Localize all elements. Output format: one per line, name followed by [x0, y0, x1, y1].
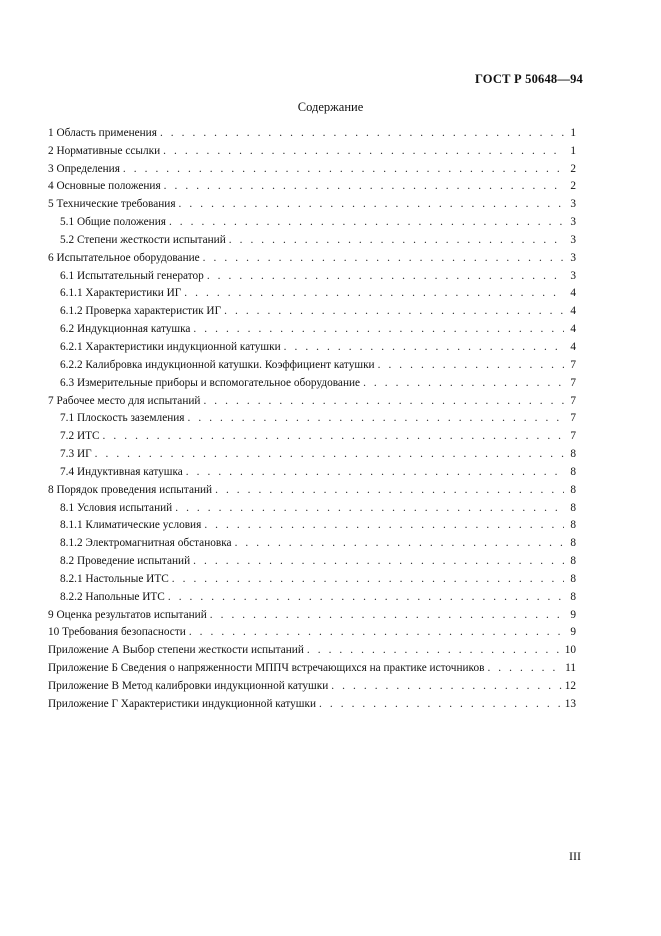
toc-entry[interactable]: [48, 408, 576, 426]
toc-entry-label: 6.1 Испытательный генератор: [60, 269, 204, 282]
toc-entry-page: 11: [565, 662, 576, 675]
toc-entry[interactable]: [48, 193, 576, 211]
toc-entry-label: Приложение В Метод калибровки индукционной катушки: [48, 680, 329, 692]
toc-entry[interactable]: [48, 283, 576, 301]
toc-dot-leader: [169, 215, 564, 229]
toc-entry-page: 4: [570, 287, 576, 300]
toc-entry[interactable]: [48, 211, 576, 229]
toc-dot-leader: [284, 340, 564, 354]
toc-entry-page: 8: [570, 448, 576, 461]
toc-entry[interactable]: [48, 532, 576, 550]
toc-entry-label: 6.2.2 Калибровка индукционной катушки. Коэффициент катушки: [60, 358, 375, 371]
toc-entry-label: 7.4 Индуктивная катушка: [60, 465, 183, 478]
toc-dot-leader: [123, 162, 564, 176]
toc-dot-leader: [186, 465, 564, 479]
toc-entry[interactable]: [48, 675, 576, 693]
toc-dot-leader: [103, 429, 564, 443]
toc-entry[interactable]: [48, 657, 576, 675]
toc-entry[interactable]: [48, 122, 576, 140]
toc-entry[interactable]: [48, 265, 576, 283]
toc-dot-leader: [163, 144, 564, 158]
toc-dot-leader: [188, 411, 565, 425]
toc-title: Содержание: [297, 100, 364, 114]
toc-dot-leader: [164, 179, 564, 193]
toc-entry-page: 8: [570, 501, 576, 514]
toc-entry-page: 7: [570, 412, 576, 425]
table-of-contents: [48, 122, 576, 711]
toc-entry[interactable]: [48, 586, 576, 604]
toc-entry-label: 6.2.1 Характеристики индукционной катушки: [60, 340, 281, 353]
toc-entry[interactable]: [48, 318, 576, 336]
toc-entry-label: 5.1 Общие положения: [60, 216, 166, 229]
toc-entry[interactable]: [48, 461, 576, 479]
toc-entry-label: 6.1.2 Проверка характеристик ИГ: [60, 305, 222, 318]
toc-entry-page: 3: [570, 251, 576, 264]
toc-dot-leader: [207, 269, 564, 283]
toc-entry-page: 8: [570, 555, 576, 568]
toc-entry-page: 4: [570, 323, 576, 336]
toc-entry-label: Приложение Г Характеристики индукционной катушки: [48, 697, 317, 710]
toc-entry-label: 3 Определения: [48, 162, 120, 175]
toc-entry-label: 5.2 Степени жесткости испытаний: [60, 233, 226, 246]
toc-entry-label: 6 Испытательное оборудование: [48, 251, 200, 264]
toc-entry-label: 7.3 ИГ: [60, 448, 92, 461]
toc-dot-leader: [189, 625, 564, 639]
toc-dot-leader: [319, 697, 562, 711]
toc-entry-page: 13: [564, 697, 576, 710]
toc-entry[interactable]: [48, 176, 576, 194]
toc-entry-page: 12: [564, 680, 576, 692]
toc-entry[interactable]: [48, 140, 576, 158]
toc-entry-page: 3: [570, 198, 576, 211]
toc-entry-label: 8 Порядок проведения испытаний: [48, 483, 213, 496]
toc-entry-page: 4: [570, 305, 576, 318]
toc-entry-label: 8.2.2 Напольные ИТС: [60, 590, 165, 603]
toc-entry-page: 7: [570, 376, 576, 389]
toc-dot-leader: [184, 286, 564, 300]
toc-entry[interactable]: [48, 336, 576, 354]
toc-dot-leader: [204, 518, 564, 532]
toc-dot-leader: [168, 590, 564, 604]
toc-entry-label: 7.2 ИТС: [60, 430, 100, 443]
toc-entry[interactable]: [48, 639, 576, 657]
toc-entry-label: 8.1 Условия испытаний: [60, 501, 173, 514]
toc-entry-page: 3: [570, 233, 576, 246]
toc-dot-leader: [331, 679, 561, 693]
toc-dot-leader: [193, 554, 564, 568]
standard-code: ГОСТ Р 50648—94: [474, 72, 583, 86]
toc-entry-label: 6.3 Измерительные приборы и вспомогательное оборудование: [60, 376, 361, 389]
toc-entry-label: Приложение Б Сведения о напряженности МППЧ встречающихся на практике источников: [48, 662, 485, 675]
toc-dot-leader: [172, 572, 564, 586]
toc-entry-label: 1 Область применения: [48, 126, 157, 139]
toc-entry-label: 6.1.1 Характеристики ИГ: [60, 287, 182, 300]
toc-dot-leader: [193, 322, 564, 336]
toc-entry-page: 8: [570, 465, 576, 478]
toc-dot-leader: [215, 483, 564, 497]
toc-dot-leader: [378, 358, 564, 372]
toc-entry-label: 2 Нормативные ссылки: [48, 144, 161, 157]
toc-entry-page: 4: [570, 340, 576, 353]
toc-entry-page: 3: [570, 269, 576, 282]
toc-entry-page: 7: [570, 394, 576, 407]
toc-entry-page: 3: [570, 216, 576, 229]
toc-entry-label: 10 Требования безопасности: [48, 626, 186, 639]
toc-entry[interactable]: [48, 479, 576, 497]
toc-entry[interactable]: [48, 247, 576, 265]
toc-entry-page: 8: [570, 483, 576, 496]
toc-entry-label: 7 Рабочее место для испытаний: [48, 394, 201, 407]
toc-entry[interactable]: [48, 443, 576, 461]
toc-entry-page: 1: [570, 144, 576, 157]
toc-entry[interactable]: [48, 300, 576, 318]
toc-entry[interactable]: [48, 229, 576, 247]
toc-entry[interactable]: [48, 550, 576, 568]
toc-entry-label: 8.1.2 Электромагнитная обстановка: [60, 537, 232, 550]
toc-entry-page: 10: [564, 644, 576, 657]
toc-entry-label: 7.1 Плоскость заземления: [60, 412, 185, 425]
toc-entry-label: Приложение А Выбор степени жесткости испытаний: [48, 644, 304, 657]
toc-entry-page: 8: [570, 590, 576, 603]
toc-dot-leader: [160, 126, 564, 140]
toc-entry[interactable]: [48, 425, 576, 443]
toc-entry-label: 5 Технические требования: [48, 198, 176, 211]
toc-dot-leader: [363, 376, 564, 390]
toc-entry-label: 8.1.1 Климатические условия: [60, 519, 202, 532]
toc-dot-leader: [95, 447, 564, 461]
toc-dot-leader: [229, 233, 564, 247]
toc-dot-leader: [224, 304, 564, 318]
toc-dot-leader: [307, 643, 562, 657]
toc-entry[interactable]: [48, 693, 576, 711]
toc-entry-page: 7: [570, 430, 576, 443]
toc-dot-leader: [175, 501, 564, 515]
toc-entry-label: 8.2 Проведение испытаний: [60, 555, 191, 568]
toc-entry[interactable]: [48, 622, 576, 640]
toc-entry-label: 4 Основные положения: [48, 180, 161, 193]
toc-entry[interactable]: [48, 497, 576, 515]
toc-entry[interactable]: [48, 354, 576, 372]
toc-entry-page: 1: [570, 126, 576, 139]
toc-dot-leader: [179, 197, 564, 211]
page-number: III: [569, 849, 581, 863]
toc-dot-leader: [210, 608, 564, 622]
toc-entry-page: 2: [570, 162, 576, 175]
toc-entry-page: 9: [570, 626, 576, 639]
toc-entry-page: 9: [570, 608, 576, 621]
toc-entry-label: 9 Оценка результатов испытаний: [48, 608, 207, 621]
toc-entry[interactable]: [48, 604, 576, 622]
toc-entry[interactable]: [48, 390, 576, 408]
toc-entry-page: 8: [570, 519, 576, 532]
toc-dot-leader: [203, 394, 564, 408]
toc-entry-label: 8.2.1 Настольные ИТС: [60, 572, 169, 585]
toc-entry[interactable]: [48, 158, 576, 176]
toc-entry-page: 7: [570, 358, 576, 371]
toc-entry-label: 6.2 Индукционная катушка: [60, 323, 191, 336]
toc-entry-page: 2: [570, 180, 576, 193]
toc-entry[interactable]: [48, 372, 576, 390]
toc-entry[interactable]: [48, 515, 576, 533]
toc-dot-leader: [487, 661, 562, 675]
toc-entry-page: 8: [570, 572, 576, 585]
toc-entry[interactable]: [48, 568, 576, 586]
toc-entry-page: 8: [570, 537, 576, 550]
toc-dot-leader: [203, 251, 564, 265]
toc-dot-leader: [235, 536, 564, 550]
